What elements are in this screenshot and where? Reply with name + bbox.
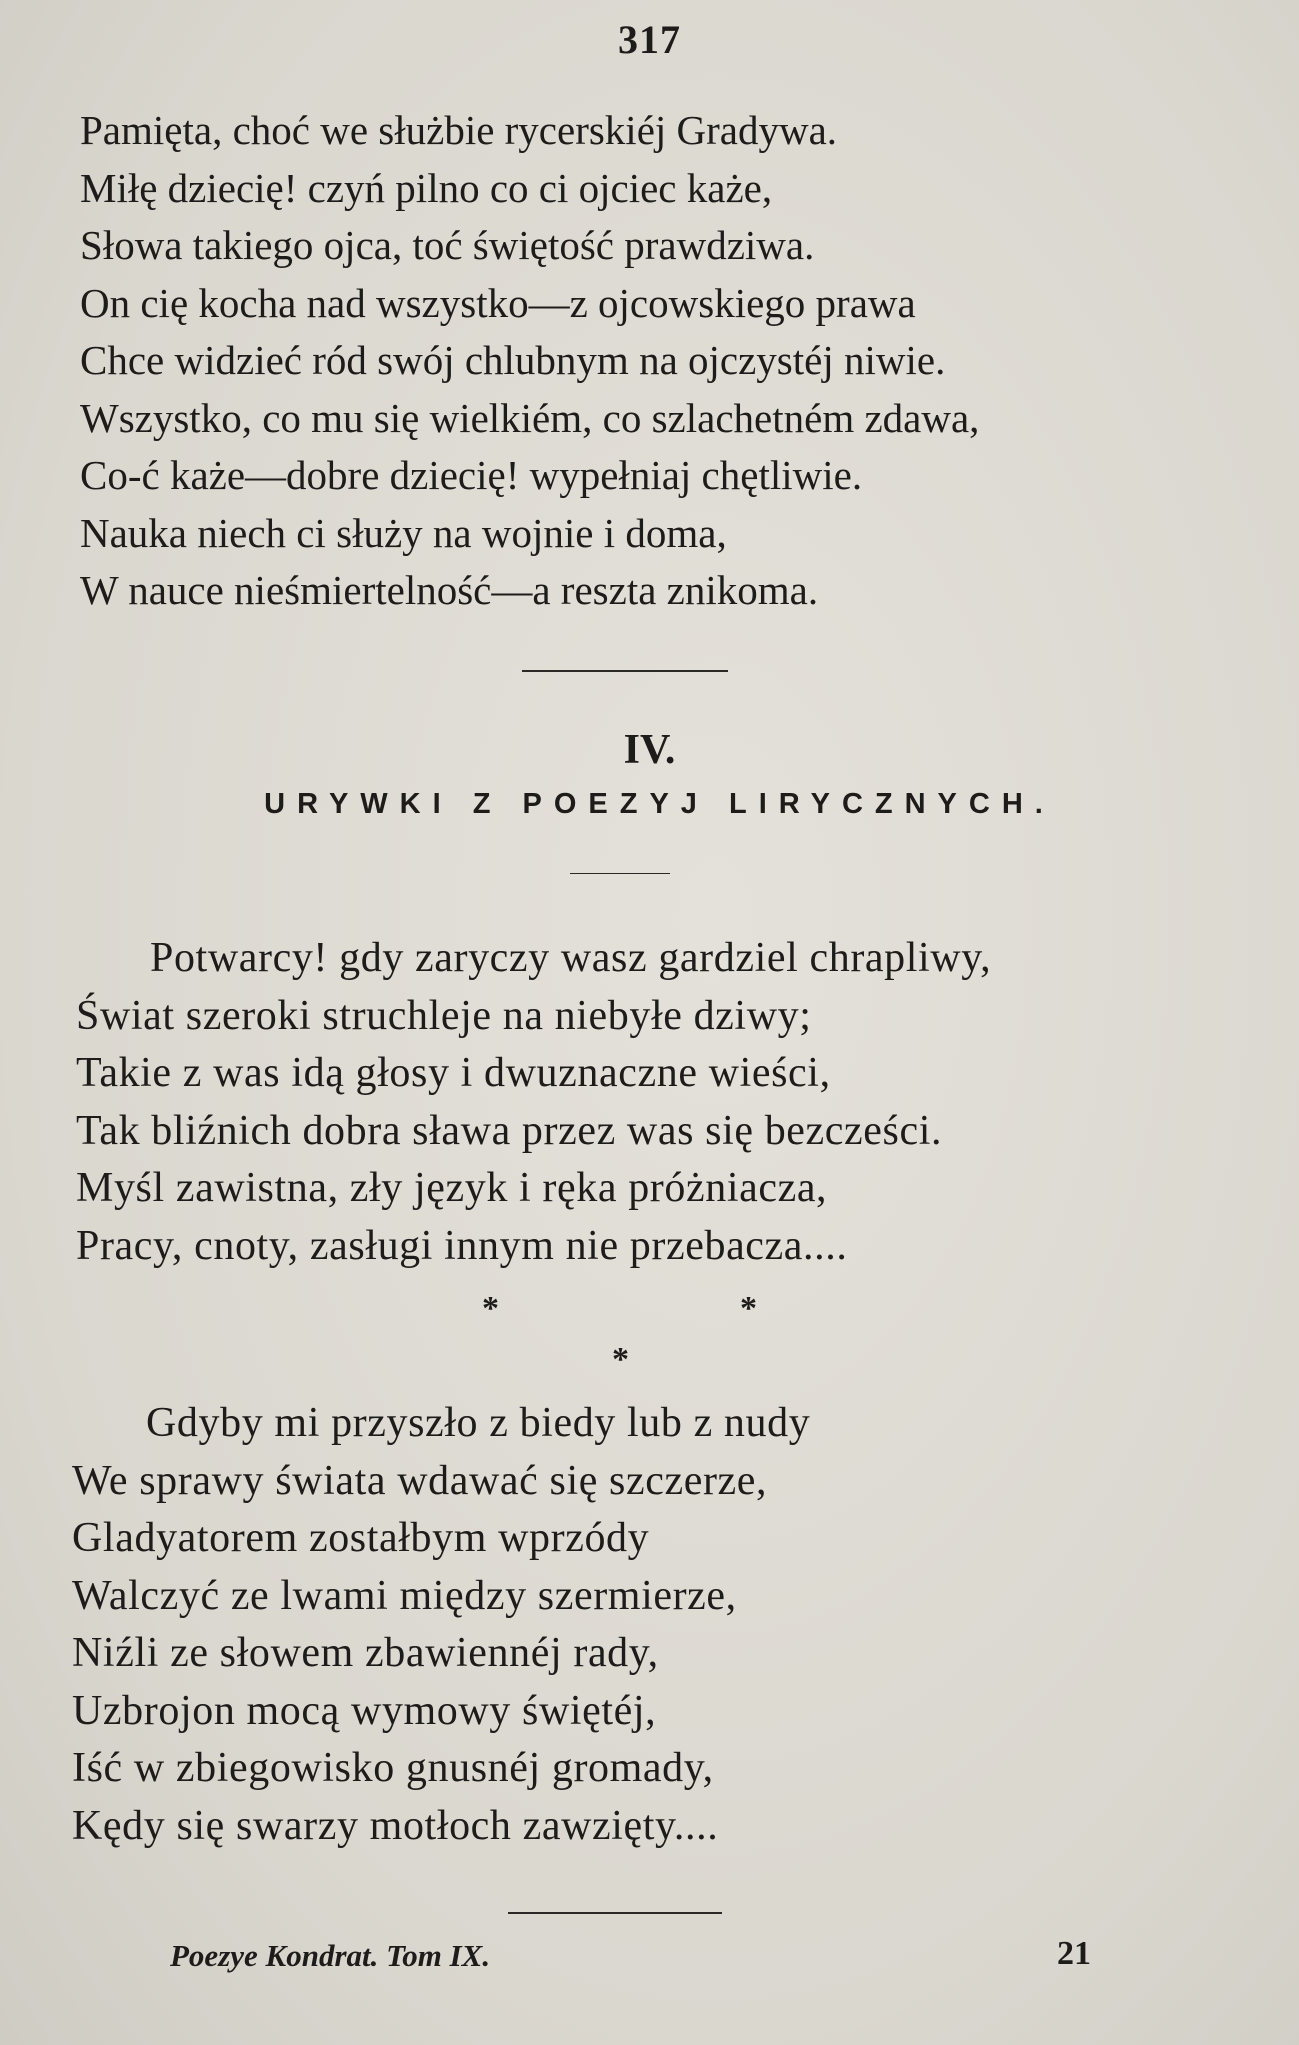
page-number: 317 — [618, 17, 681, 62]
verse-line: Uzbrojon mocą wymowy świętéj, — [72, 1687, 657, 1734]
poem-continuation — [80, 102, 979, 620]
section-title: URYWKI Z POEZYJ LIRYCZNYCH. — [264, 788, 1055, 820]
verse-line: W nauce nieśmiertelność—a reszta znikoma. — [80, 567, 819, 613]
verse-line: Słowa takiego ojca, toć świętość prawdziwa. — [80, 222, 815, 268]
verse-line: Gladyatorem zostałbym wprzódy — [72, 1515, 650, 1561]
verse-line: Takie z was idą głosy i dwuznaczne wieści, — [76, 1050, 831, 1096]
verse-line: Pamięta, choć we służbie rycerskiéj Gradywa. — [80, 107, 838, 153]
section-divider — [522, 670, 728, 672]
verse-line: We sprawy świata wdawać się szczerze, — [72, 1457, 768, 1504]
verse-line: Chce widzieć ród swój chlubnym na ojczystéj niwie. — [80, 337, 946, 383]
verse-line: Kędy się swarzy motłoch zawzięty.... — [72, 1802, 719, 1849]
asterism-star: * — [740, 1290, 757, 1327]
verse-line: Potwarcy! gdy zaryczy wasz gardziel chrapliwy, — [150, 935, 992, 981]
verse-line: Nauka niech ci służy na wojnie i doma, — [80, 509, 727, 556]
verse-line: Myśl zawistna, zły język i ręka próżniacza, — [76, 1165, 828, 1211]
asterism-star: * — [612, 1341, 629, 1378]
verse-line: Pracy, cnoty, zasługi innym nie przebacza.... — [76, 1222, 848, 1269]
verse-line: Iść w zbiegowisko gnusnéj gromady, — [72, 1745, 714, 1791]
signature-mark: 21 — [1057, 1935, 1091, 1972]
verse-line: Co-ć każe—dobre dziecię! wypełniaj chętliwie. — [80, 452, 863, 498]
asterism-star: * — [482, 1290, 499, 1327]
lyric-fragment-1 — [76, 930, 991, 1275]
verse-line: Gdyby mi przyszło z biedy lub z nudy — [146, 1400, 811, 1446]
verse-line: Walczyć ze lwami między szermierze, — [72, 1572, 737, 1619]
footer-divider — [508, 1912, 722, 1914]
verse-line: Miłę dziecię! czyń pilno co ci ojciec każe, — [80, 164, 773, 211]
section-numeral: IV. — [623, 727, 676, 773]
footer-book-title: Poezye Kondrat. Tom IX. — [170, 1938, 491, 1973]
verse-line: Świat szeroki struchleje na niebyłe dziwy; — [76, 992, 812, 1039]
verse-line: Niźli ze słowem zbawiennéj rady, — [72, 1630, 659, 1676]
lyric-fragment-2 — [72, 1395, 810, 1855]
verse-line: Tak bliźnich dobra sława przez was się bezcześci. — [76, 1107, 943, 1154]
title-divider — [570, 873, 670, 874]
verse-line: On cię kocha nad wszystko—z ojcowskiego prawa — [80, 279, 916, 326]
verse-line: Wszystko, co mu się wielkiém, co szlachetném zdawa, — [80, 394, 980, 441]
